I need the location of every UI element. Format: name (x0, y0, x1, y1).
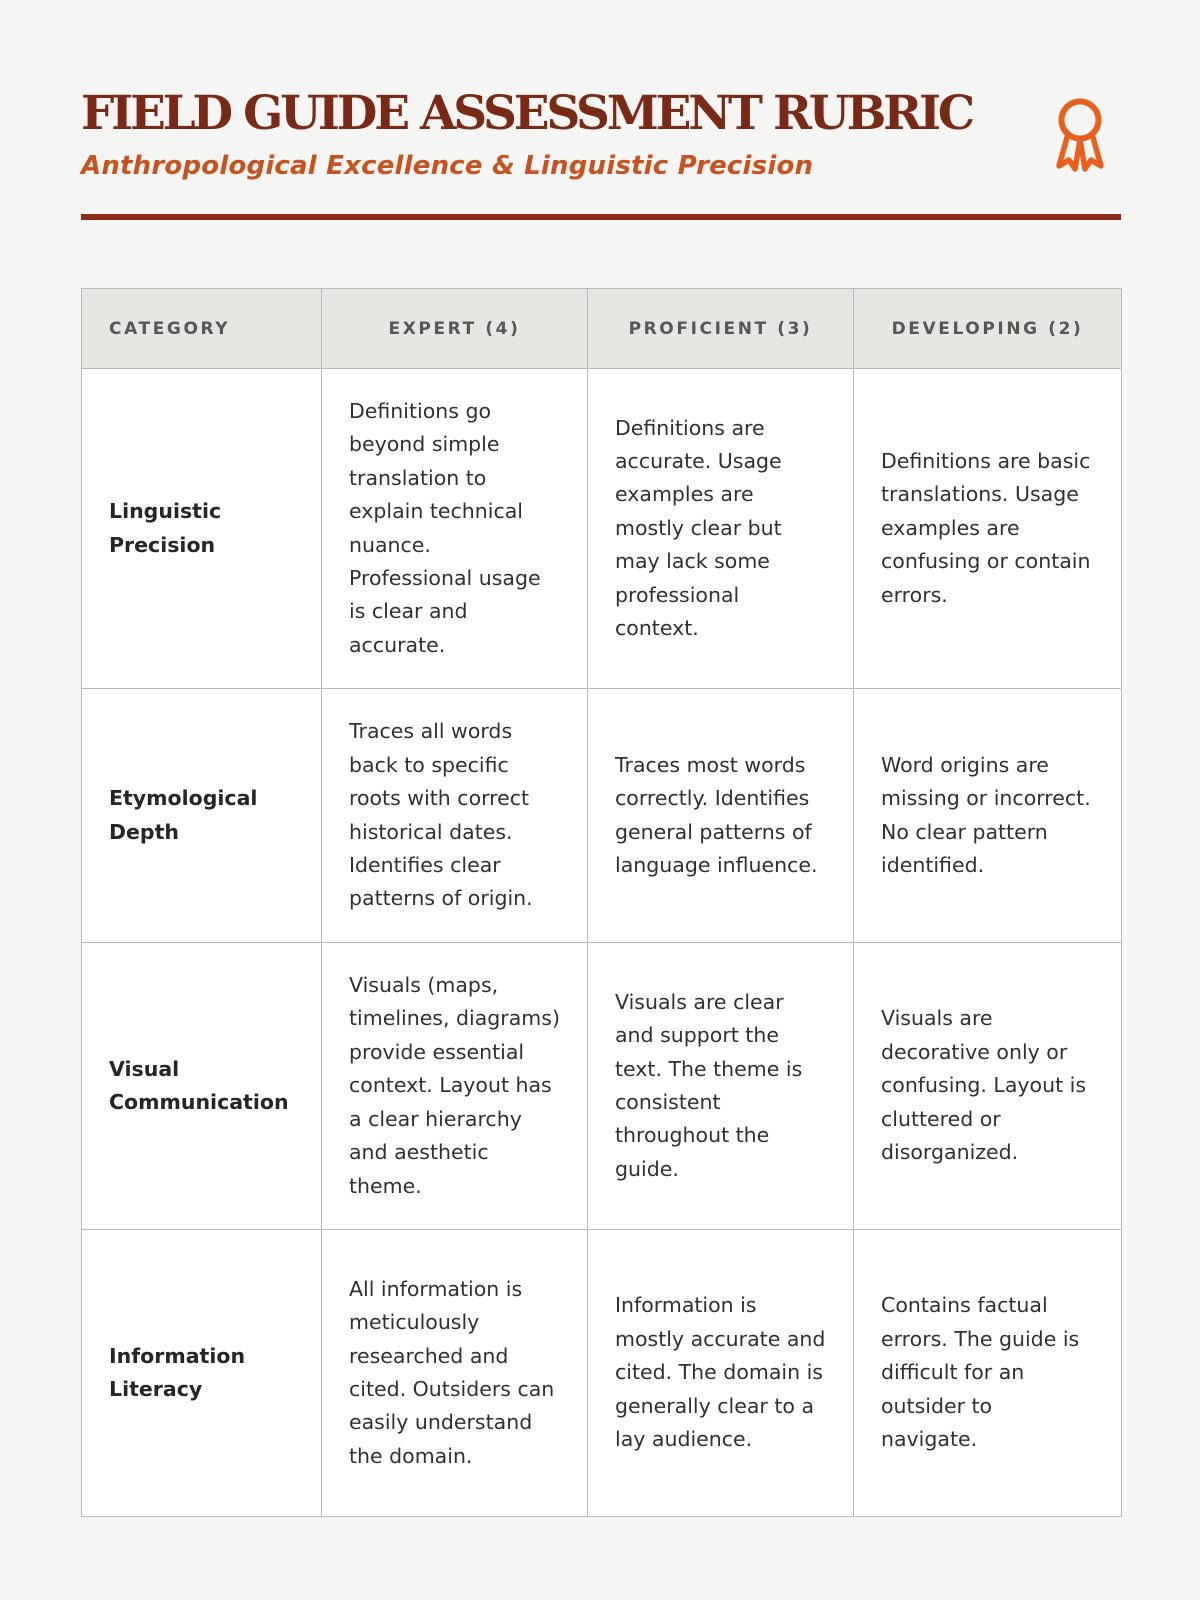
category-cell: Linguistic Precision (82, 369, 322, 689)
proficient-cell: Information is mostly accurate and cited. The domain is generally clear to a lay audience. (588, 1230, 854, 1517)
category-cell: Etymological Depth (82, 689, 322, 943)
table-row (82, 689, 1122, 943)
proficient-cell: Definitions are accurate. Usage examples are mostly clear but may lack some professional context. (588, 369, 854, 689)
expert-cell: Traces all words back to specific roots with correct historical dates. Identifies clear patterns of origin. (322, 689, 588, 943)
proficient-cell: Traces most words correctly. Identifies general patterns of language influence. (588, 689, 854, 943)
header-proficient: PROFICIENT (3) (588, 289, 854, 369)
header-expert: EXPERT (4) (322, 289, 588, 369)
award-ribbon-icon (1053, 96, 1107, 172)
header-divider (81, 214, 1121, 220)
category-cell: Visual Communication (82, 943, 322, 1230)
developing-cell: Contains factual errors. The guide is difficult for an outsider to navigate. (854, 1230, 1122, 1517)
header-category: CATEGORY (82, 289, 322, 369)
developing-cell: Visuals are decorative only or confusing. Layout is cluttered or disorganized. (854, 943, 1122, 1230)
table-row (82, 1230, 1122, 1517)
table-row (82, 943, 1122, 1230)
page-title: FIELD GUIDE ASSESSMENT RUBRIC (81, 86, 972, 141)
expert-cell: All information is meticulously researched and cited. Outsiders can easily understand the domain. (322, 1230, 588, 1517)
page-subtitle: Anthropological Excellence & Linguistic Precision (81, 151, 814, 181)
developing-cell: Word origins are missing or incorrect. No clear pattern identified. (854, 689, 1122, 943)
table-row (82, 369, 1122, 689)
developing-cell: Definitions are basic translations. Usage examples are confusing or contain errors. (854, 369, 1122, 689)
header (81, 84, 1121, 218)
expert-cell: Definitions go beyond simple translation to explain technical nuance. Professional usage is clear and accurate. (322, 369, 588, 689)
category-cell: Information Literacy (82, 1230, 322, 1517)
rubric-table (81, 288, 1122, 1517)
header-developing: DEVELOPING (2) (854, 289, 1122, 369)
table-header-row (82, 289, 1122, 369)
proficient-cell: Visuals are clear and support the text. The theme is consistent throughout the guide. (588, 943, 854, 1230)
expert-cell: Visuals (maps, timelines, diagrams) provide essential context. Layout has a clear hierarchy and aesthetic theme. (322, 943, 588, 1230)
